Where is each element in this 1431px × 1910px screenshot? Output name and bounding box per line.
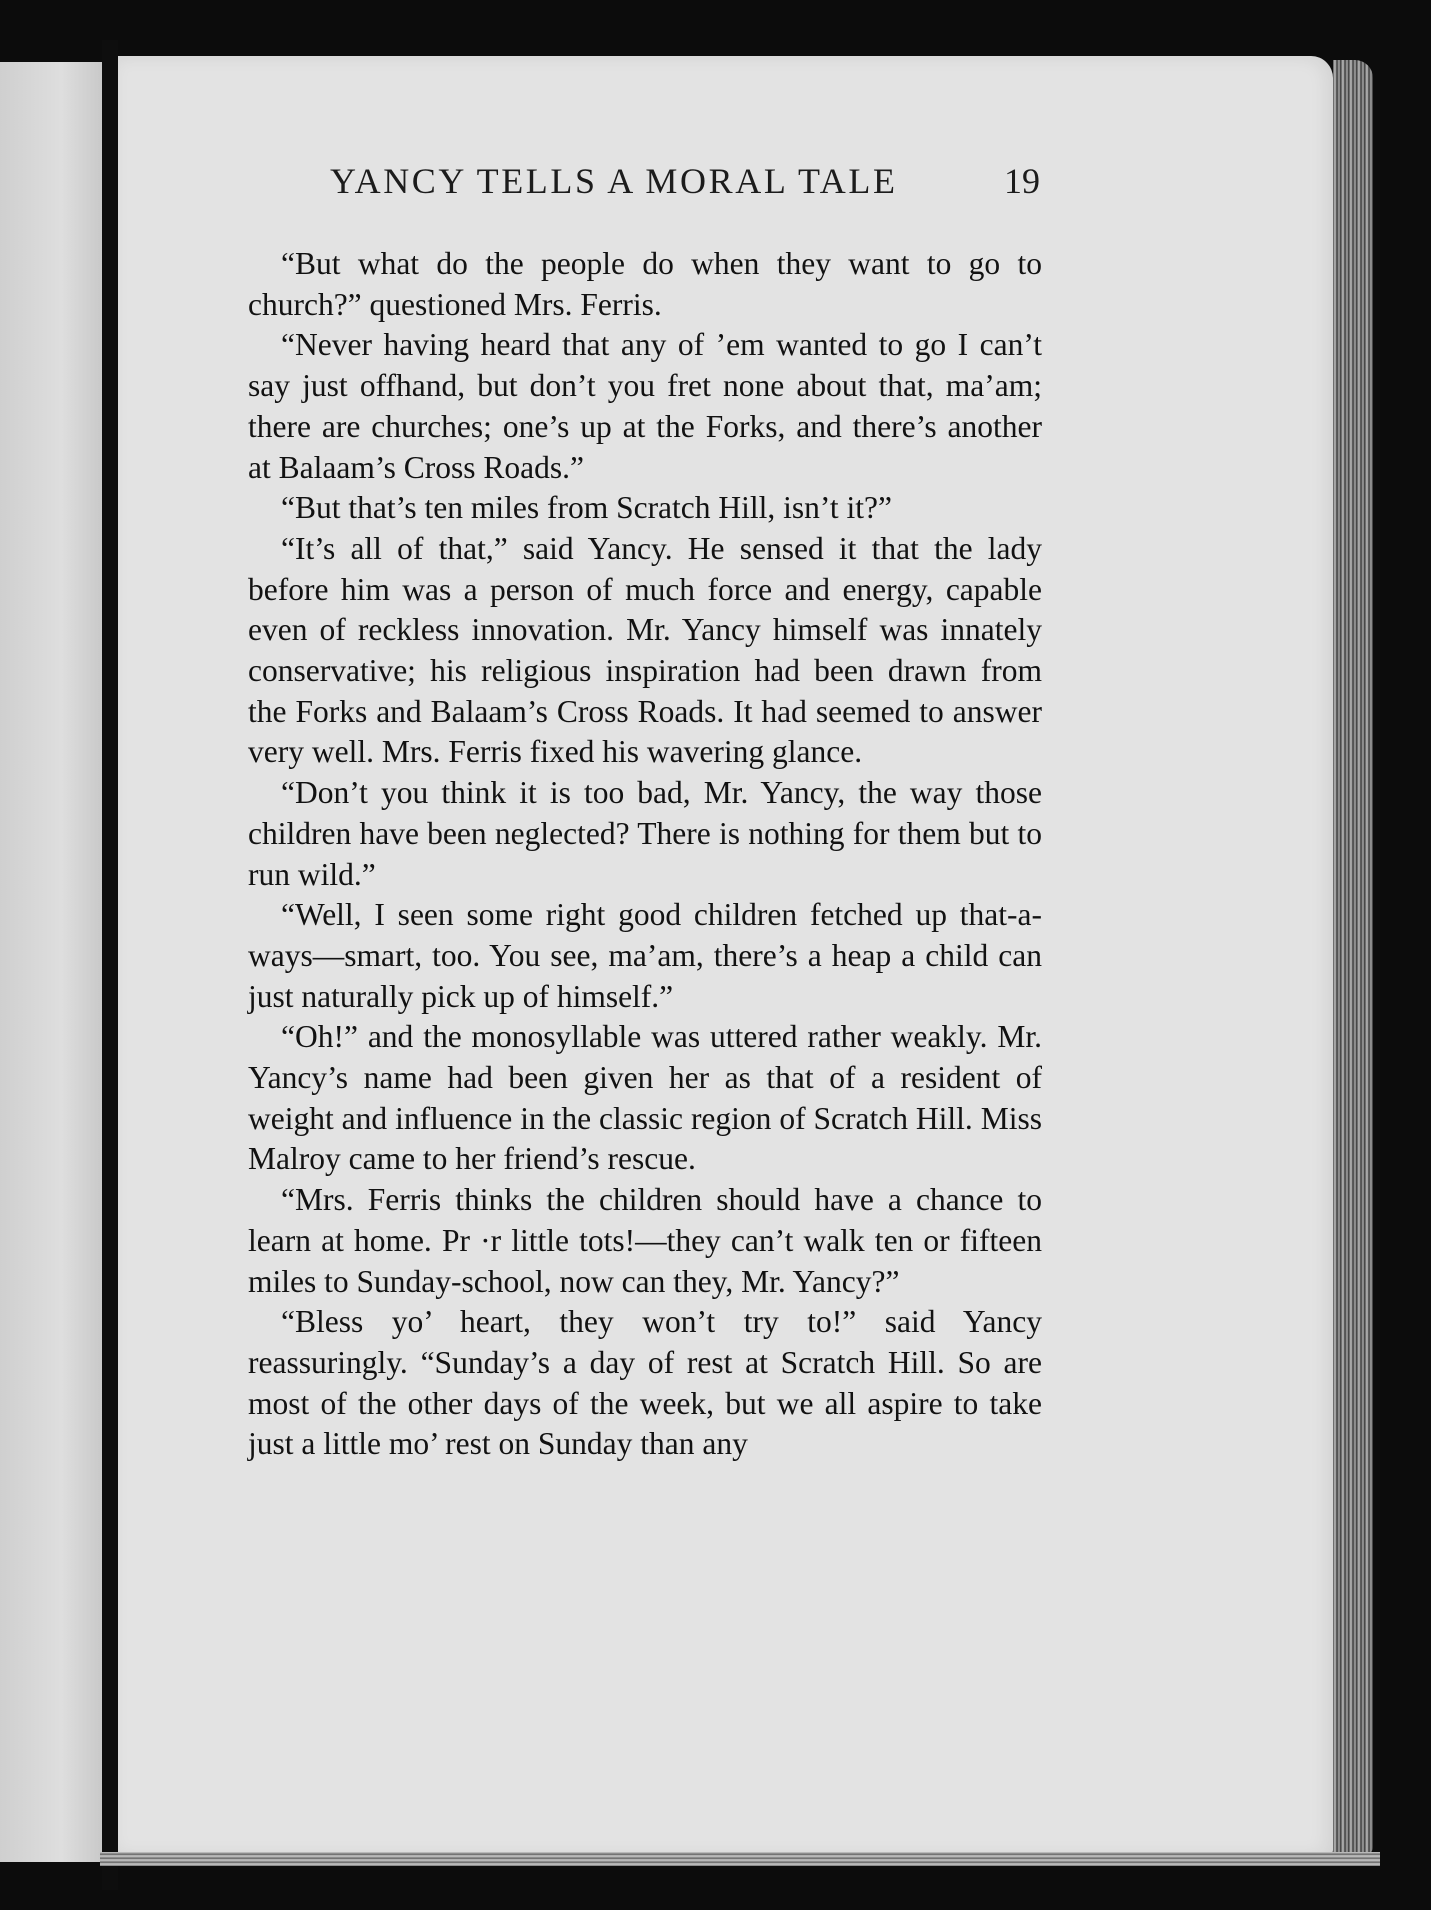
paragraph: “Don’t you think it is too bad, Mr. Yancy, the way those children have been neglected? There is nothing for them but to run wild.” [248, 775, 1042, 892]
running-head-title: YANCY TELLS A MORAL TALE [330, 161, 898, 201]
bottom-page-edges [100, 1852, 1380, 1866]
body-text [248, 244, 1042, 1465]
running-head [330, 160, 1040, 206]
paragraph: “Never having heard that any of ’em wanted to go I can’t say just offhand, but don’t you fret none about that, ma’am; there are churches; one’s up at the Forks, and there’s another at Balaam’s Cross Roads.” [248, 327, 1042, 485]
page-number: 19 [1004, 161, 1040, 201]
paragraph: “Mrs. Ferris thinks the children should have a chance to learn at home. Pr ·r little tots!—they can’t walk ten or fifteen miles to Sunday-school, now can they, Mr. Yancy?” [248, 1182, 1042, 1299]
page-edges [1333, 60, 1373, 1855]
left-page-edge [0, 62, 102, 1862]
paragraph: “Oh!” and the monosyllable was uttered rather weakly. Mr. Yancy’s name had been given her as that of a resident of weight and influence in the classic region of Scratch Hill. Miss Malroy came to her friend’s rescue. [248, 1019, 1042, 1177]
paragraph: “Well, I seen some right good children fetched up that-a-ways—smart, too. You see, ma’am, there’s a heap a child can just naturally pick up of himself.” [248, 897, 1042, 1014]
paragraph: “But what do the people do when they want to go to church?” questioned Mrs. Ferris. [248, 246, 1042, 322]
paragraph: “It’s all of that,” said Yancy. He sensed it that the lady before him was a person of much force and energy, capable even of reckless innovation. Mr. Yancy himself was innately conservative; his religious inspiration had been drawn from the Forks and Balaam’s Cross Roads. It had seemed to answer very well. Mrs. Ferris fixed his wavering glance. [248, 530, 1042, 770]
book-gutter [102, 40, 118, 1890]
paragraph: “Bless yo’ heart, they won’t try to!” said Yancy reassuringly. “Sunday’s a day of rest at Scratch Hill. So are most of the other days of the week, but we all aspire to take just a little mo’ rest on Sunday than any [248, 1304, 1042, 1462]
paragraph: “But that’s ten miles from Scratch Hill, isn’t it?” [281, 490, 892, 526]
